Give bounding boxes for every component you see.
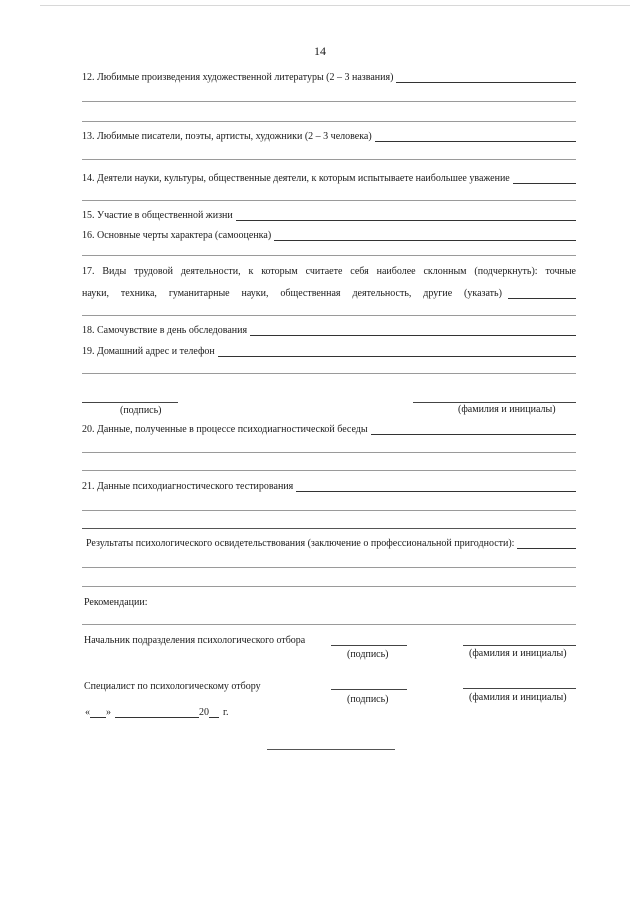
question-16-label: 16. Основные черты характера (самооценка): [82, 230, 272, 241]
answer-line[interactable]: [82, 121, 576, 122]
question-20: [82, 424, 576, 435]
option-word[interactable]: другие: [423, 288, 453, 299]
page-edge: [40, 5, 630, 6]
page-number: 14: [314, 44, 326, 58]
specialist-name-line[interactable]: [463, 688, 576, 689]
results-label: Результаты психологического освидетельствования (заключение о профессиональной пригодности):: [86, 538, 515, 549]
signature-caption: (подпись): [120, 405, 162, 416]
question-17-other-field[interactable]: [508, 289, 576, 299]
month-field[interactable]: [115, 708, 199, 718]
question-17-options: [82, 288, 502, 299]
date-open-quote: «: [85, 707, 90, 718]
question-16-answer-field[interactable]: [274, 231, 576, 241]
name-caption: (фамилия и инициалы): [458, 404, 556, 415]
option-word[interactable]: гуманитарные: [168, 288, 230, 299]
option-word[interactable]: общественная: [280, 288, 341, 299]
signature-line[interactable]: [82, 402, 178, 403]
results-section: [86, 538, 576, 549]
specialist-signature-line[interactable]: [331, 689, 407, 690]
answer-line[interactable]: [82, 255, 576, 256]
question-13-label: 13. Любимые писатели, поэты, артисты, художники (2 – 3 человека): [82, 131, 372, 142]
date-field: [85, 707, 228, 718]
answer-line[interactable]: [82, 586, 576, 587]
answer-line[interactable]: [82, 315, 576, 316]
question-18-answer-field[interactable]: [250, 326, 576, 336]
question-19-label: 19. Домашний адрес и телефон: [82, 346, 215, 357]
year-field[interactable]: [209, 708, 219, 718]
question-20-label: 20. Данные, полученные в процессе психодиагностической беседы: [82, 424, 368, 435]
answer-line[interactable]: [82, 200, 576, 201]
specialist-name-caption: (фамилия и инициалы): [469, 692, 567, 703]
question-14-answer-field[interactable]: [513, 174, 576, 184]
question-12: [82, 72, 576, 83]
question-12-answer-field[interactable]: [396, 73, 576, 83]
question-17-line-1: 17. Виды трудовой деятельности, к которым считаете себя наиболее склонным (подчеркнуть): точные: [82, 266, 576, 277]
answer-line[interactable]: [82, 528, 576, 529]
chief-name-caption: (фамилия и инициалы): [469, 648, 567, 659]
answer-line[interactable]: [82, 373, 576, 374]
day-field[interactable]: [90, 708, 106, 718]
question-16: [82, 230, 576, 241]
answer-line[interactable]: [82, 159, 576, 160]
answer-line[interactable]: [82, 567, 576, 568]
question-21-label: 21. Данные психодиагностического тестирования: [82, 481, 294, 492]
question-19-answer-field[interactable]: [218, 347, 576, 357]
recommendations-label: Рекомендации:: [84, 597, 148, 608]
option-word[interactable]: техника,: [120, 288, 157, 299]
option-word[interactable]: науки,: [82, 288, 109, 299]
specialist-signature-caption: (подпись): [347, 694, 389, 705]
question-15-answer-field[interactable]: [236, 211, 576, 221]
name-line[interactable]: [413, 402, 576, 403]
answer-line[interactable]: [82, 624, 576, 625]
chief-signature-caption: (подпись): [347, 649, 389, 660]
chief-label: Начальник подразделения психологического отбора: [84, 635, 306, 646]
question-15-label: 15. Участие в общественной жизни: [82, 210, 233, 221]
question-14-label: 14. Деятели науки, культуры, общественные деятели, к которым испытываете наибольшее уважение: [82, 173, 510, 184]
question-14: [82, 173, 576, 184]
question-17-line-2: [82, 288, 576, 299]
results-answer-field[interactable]: [517, 539, 576, 549]
answer-line[interactable]: [82, 470, 576, 471]
question-15: [82, 210, 576, 221]
question-21: [82, 481, 576, 492]
option-word[interactable]: (указать): [464, 288, 502, 299]
question-19: [82, 346, 576, 357]
answer-line[interactable]: [82, 452, 576, 453]
chief-name-line[interactable]: [463, 645, 576, 646]
year-prefix: 20: [199, 707, 209, 718]
question-13-answer-field[interactable]: [375, 132, 576, 142]
specialist-label: Специалист по психологическому отбору: [84, 681, 261, 692]
year-suffix: г.: [223, 707, 229, 718]
chief-signature-line[interactable]: [331, 645, 407, 646]
date-close-quote: »: [106, 707, 111, 718]
question-13: [82, 131, 576, 142]
answer-line[interactable]: [82, 101, 576, 102]
question-12-label: 12. Любимые произведения художественной литературы (2 – 3 названия): [82, 72, 394, 83]
footer-separator: [267, 749, 395, 750]
answer-line[interactable]: [82, 510, 576, 511]
option-word[interactable]: науки,: [241, 288, 269, 299]
question-18-label: 18. Самочувствие в день обследования: [82, 325, 248, 336]
option-word[interactable]: деятельность,: [352, 288, 412, 299]
question-18: [82, 325, 576, 336]
question-21-answer-field[interactable]: [296, 482, 576, 492]
question-20-answer-field[interactable]: [371, 425, 576, 435]
